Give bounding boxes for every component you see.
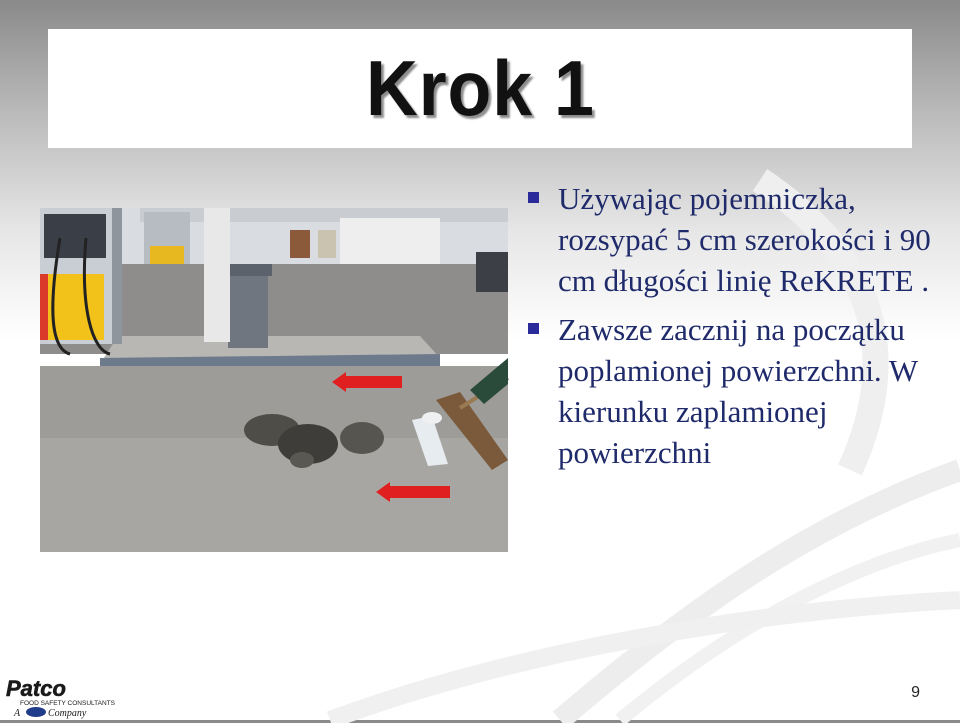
- bullet-square-icon: [528, 192, 539, 203]
- title-bar: [48, 29, 912, 148]
- slide-title: Krok 1: [365, 44, 595, 132]
- gas-station-photo: [40, 208, 508, 552]
- bullet-text: Używając pojemniczka, rozsypać 5 cm szerokości i 90 cm długości linię ReKRETE .: [558, 181, 931, 298]
- parent-company-emblem: [26, 707, 46, 717]
- patco-logo: [4, 674, 115, 719]
- logo-suffix: Company: [48, 708, 87, 719]
- bullet-square-icon: [528, 323, 539, 334]
- logo-prefix: A: [14, 708, 21, 719]
- page-number: 9: [911, 684, 920, 701]
- bullet-list: [522, 178, 942, 481]
- bullet-item: [522, 309, 942, 473]
- logo-name: Patco: [6, 676, 66, 701]
- bullet-text: Zawsze zacznij na początku poplamionej powierzchni. W kierunku zaplamionej powierzchni: [558, 312, 918, 470]
- logo-tagline: FOOD SAFETY CONSULTANTS: [20, 700, 115, 707]
- photo-illustration: [40, 208, 508, 552]
- logo-graphic: [4, 674, 115, 719]
- bullet-item: [522, 178, 942, 301]
